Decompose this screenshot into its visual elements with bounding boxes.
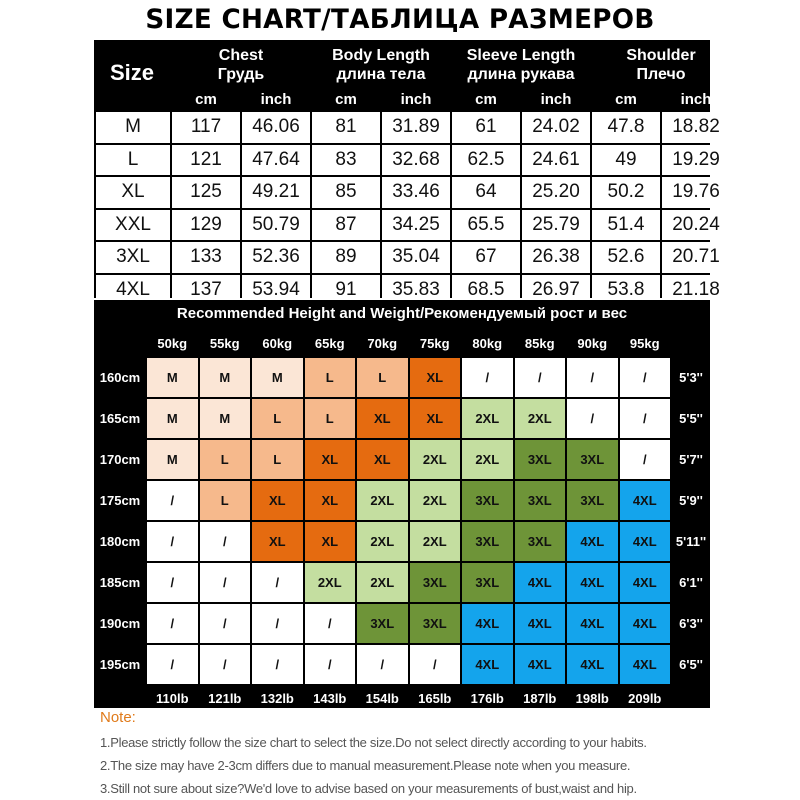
weight-lb-label: 198lb (575, 690, 609, 706)
weight-lb-label: 187lb (523, 690, 557, 706)
column-group-label-en: Shoulder (626, 47, 696, 64)
recommended-size-cell: 3XL (462, 563, 513, 602)
recommended-size-cell: / (252, 645, 303, 684)
measurement-cell: 31.89 (382, 112, 450, 143)
weight-lb-label: 143lb (313, 690, 347, 706)
measurement-cell: 89 (312, 242, 380, 273)
measurement-cell: 91 (312, 275, 380, 306)
height-ft-label: 5'3'' (679, 370, 703, 385)
recommended-size-cell: 4XL (515, 563, 566, 602)
recommended-size-cell: / (200, 522, 251, 561)
measurement-cell: 20.24 (662, 210, 730, 241)
measurement-cell: 67 (452, 242, 520, 273)
recommended-size-cell: / (620, 358, 671, 397)
recommended-size-cell: 3XL (515, 481, 566, 520)
recommended-size-cell: 3XL (410, 563, 461, 602)
recommended-size-cell: 2XL (462, 440, 513, 479)
measurement-cell: 125 (172, 177, 240, 208)
weight-kg-label: 55kg (209, 335, 240, 351)
height-cm-label: 180cm (99, 534, 141, 549)
height-cm-label: 185cm (99, 575, 141, 590)
recommended-size-cell: / (147, 481, 198, 520)
unit-header: inch (540, 90, 572, 108)
recommended-size-cell: 2XL (357, 563, 408, 602)
unit-header: inch (260, 90, 292, 108)
column-group-label-ru: длина тела (336, 66, 426, 83)
measurement-cell: 33.46 (382, 177, 450, 208)
recommended-size-cell: / (410, 645, 461, 684)
height-cm-label: 160cm (99, 370, 141, 385)
measurement-cell: 24.61 (522, 145, 590, 176)
column-group-header (172, 40, 310, 90)
recommended-size-cell: 2XL (515, 399, 566, 438)
recommended-size-cell: / (620, 440, 671, 479)
recommended-size-cell: / (567, 399, 618, 438)
weight-kg-label: 65kg (314, 335, 345, 351)
size-header: Size (109, 60, 155, 85)
recommended-size-cell: L (357, 358, 408, 397)
measurement-cell: 32.68 (382, 145, 450, 176)
column-group-header (312, 40, 450, 90)
measurement-cell: 34.25 (382, 210, 450, 241)
recommended-size-cell: 4XL (462, 645, 513, 684)
measurement-cell: 26.38 (522, 242, 590, 273)
recommended-size-cell: / (147, 522, 198, 561)
measurement-cell: 24.02 (522, 112, 590, 143)
column-group-label-en: Sleeve Length (466, 47, 576, 64)
note-line-3: 3.Still not sure about size?We'd love to advise based on your measurements of bust,waist and hip. (100, 781, 637, 796)
recommended-size-cell: M (200, 358, 251, 397)
height-ft-label: 5'9'' (679, 493, 703, 508)
measurement-cell: 133 (172, 242, 240, 273)
recommended-size-cell: / (147, 604, 198, 643)
recommended-size-cell: 2XL (410, 440, 461, 479)
measurement-cell: 52.36 (242, 242, 310, 273)
column-group-label-ru: длина рукава (467, 66, 575, 83)
weight-lb-label: 110lb (155, 690, 189, 706)
measurement-cell: 65.5 (452, 210, 520, 241)
size-name-cell: XL (96, 177, 170, 208)
measurement-cell: 62.5 (452, 145, 520, 176)
height-ft-label: 6'5'' (679, 657, 703, 672)
column-group-label-en: Body Length (332, 47, 430, 64)
recommended-size-cell: XL (305, 440, 356, 479)
recommended-size-cell: / (252, 563, 303, 602)
unit-header: cm (615, 90, 637, 108)
recommended-size-cell: XL (252, 481, 303, 520)
size-table (94, 40, 720, 300)
measurement-cell: 47.64 (242, 145, 310, 176)
recommended-size-cell: 2XL (410, 481, 461, 520)
weight-kg-label: 85kg (524, 335, 555, 351)
column-group-label-ru: Грудь (217, 66, 265, 83)
height-cm-label: 165cm (99, 411, 141, 426)
weight-kg-label: 70kg (367, 335, 398, 351)
size-name-cell: L (96, 145, 170, 176)
measurement-cell: 50.79 (242, 210, 310, 241)
measurement-cell: 121 (172, 145, 240, 176)
measurement-cell: 85 (312, 177, 380, 208)
measurement-cell: 137 (172, 275, 240, 306)
unit-header: cm (475, 90, 497, 108)
recommended-size-cell: 4XL (567, 604, 618, 643)
recommended-size-cell: / (305, 604, 356, 643)
column-group-header (452, 40, 590, 90)
recommended-size-cell: 4XL (567, 645, 618, 684)
height-ft-label: 6'3'' (679, 616, 703, 631)
recommended-size-cell: 2XL (305, 563, 356, 602)
measurement-cell: 19.29 (662, 145, 730, 176)
weight-lb-label: 165lb (418, 690, 452, 706)
weight-kg-label: 80kg (472, 335, 503, 351)
size-name-cell: 3XL (96, 242, 170, 273)
notes-heading: Note: (100, 709, 136, 726)
recommended-size-cell: XL (357, 399, 408, 438)
unit-header: cm (335, 90, 357, 108)
recommended-size-cell: / (462, 358, 513, 397)
measurement-cell: 53.8 (592, 275, 660, 306)
measurement-cell: 83 (312, 145, 380, 176)
recommended-size-cell: L (200, 440, 251, 479)
measurement-cell: 35.83 (382, 275, 450, 306)
recommended-size-cell: 4XL (567, 563, 618, 602)
recommended-size-cell: XL (305, 522, 356, 561)
measurement-cell: 19.76 (662, 177, 730, 208)
measurement-cell: 68.5 (452, 275, 520, 306)
measurement-cell: 35.04 (382, 242, 450, 273)
recommendation-table (94, 300, 710, 708)
recommended-size-cell: 4XL (567, 522, 618, 561)
measurement-cell: 50.2 (592, 177, 660, 208)
weight-lb-label: 154lb (365, 690, 399, 706)
recommended-size-cell: 4XL (620, 645, 671, 684)
recommended-size-cell: L (252, 399, 303, 438)
recommended-size-cell: XL (357, 440, 408, 479)
page-title: SIZE CHART/ТАБЛИЦА РАЗМЕРОВ (145, 4, 655, 35)
recommended-size-cell: / (567, 358, 618, 397)
measurement-cell: 18.82 (662, 112, 730, 143)
recommended-size-cell: M (200, 399, 251, 438)
recommended-size-cell: 4XL (515, 604, 566, 643)
recommended-size-cell: / (147, 563, 198, 602)
height-ft-label: 5'11'' (675, 534, 707, 549)
measurement-cell: 25.79 (522, 210, 590, 241)
height-cm-label: 175cm (99, 493, 141, 508)
recommended-size-cell: / (515, 358, 566, 397)
measurement-cell: 49 (592, 145, 660, 176)
recommended-size-cell: M (147, 358, 198, 397)
recommended-size-cell: 4XL (620, 522, 671, 561)
recommended-size-cell: XL (410, 358, 461, 397)
weight-lb-label: 132lb (260, 690, 294, 706)
weight-lb-label: 176lb (470, 690, 504, 706)
notes-section (100, 708, 790, 797)
size-name-cell: M (96, 112, 170, 143)
recommended-size-cell: M (252, 358, 303, 397)
height-ft-label: 5'5'' (679, 411, 703, 426)
weight-lb-label: 121lb (208, 690, 242, 706)
measurement-cell: 46.06 (242, 112, 310, 143)
recommended-size-cell: 3XL (462, 481, 513, 520)
unit-header: inch (680, 90, 712, 108)
measurement-cell: 49.21 (242, 177, 310, 208)
height-cm-label: 195cm (99, 657, 141, 672)
size-name-cell: 4XL (96, 275, 170, 306)
recommended-size-cell: 3XL (462, 522, 513, 561)
measurement-cell: 64 (452, 177, 520, 208)
recommended-size-cell: M (147, 399, 198, 438)
recommended-size-cell: / (305, 645, 356, 684)
weight-kg-label: 95kg (629, 335, 660, 351)
recommended-size-cell: 3XL (515, 440, 566, 479)
recommended-size-cell: L (305, 358, 356, 397)
recommended-size-cell: 3XL (515, 522, 566, 561)
measurement-cell: 21.18 (662, 275, 730, 306)
recommended-size-cell: 4XL (620, 604, 671, 643)
weight-lb-label: 209lb (628, 690, 662, 706)
recommended-size-cell: 4XL (462, 604, 513, 643)
measurement-cell: 20.71 (662, 242, 730, 273)
recommended-size-cell: 3XL (357, 604, 408, 643)
note-line-2: 2.The size may have 2-3cm differs due to manual measurement.Please note when you measure. (100, 758, 631, 773)
measurement-cell: 87 (312, 210, 380, 241)
weight-kg-label: 50kg (157, 335, 188, 351)
recommended-size-cell: L (200, 481, 251, 520)
measurement-cell: 52.6 (592, 242, 660, 273)
recommended-size-cell: / (200, 604, 251, 643)
recommended-size-cell: XL (252, 522, 303, 561)
recommended-size-cell: 4XL (620, 563, 671, 602)
recommended-size-cell: 2XL (357, 522, 408, 561)
height-ft-label: 6'1'' (679, 575, 703, 590)
measurement-cell: 117 (172, 112, 240, 143)
recommended-size-cell: / (200, 645, 251, 684)
measurement-cell: 25.20 (522, 177, 590, 208)
recommended-size-cell: L (252, 440, 303, 479)
height-cm-label: 170cm (99, 452, 141, 467)
recommended-size-cell: 2XL (410, 522, 461, 561)
column-group-header (592, 40, 730, 90)
measurement-cell: 53.94 (242, 275, 310, 306)
recommended-size-cell: XL (410, 399, 461, 438)
column-group-label-ru: Плечо (636, 66, 686, 83)
weight-kg-label: 60kg (262, 335, 293, 351)
unit-header: cm (195, 90, 217, 108)
height-cm-label: 190cm (99, 616, 141, 631)
size-name-cell: XXL (96, 210, 170, 241)
recommended-size-cell: 3XL (567, 440, 618, 479)
weight-kg-label: 90kg (577, 335, 608, 351)
recommended-size-cell: 4XL (515, 645, 566, 684)
measurement-cell: 26.97 (522, 275, 590, 306)
recommended-size-cell: 2XL (462, 399, 513, 438)
recommended-size-cell: M (147, 440, 198, 479)
measurement-cell: 81 (312, 112, 380, 143)
recommended-size-cell: / (357, 645, 408, 684)
unit-header: inch (400, 90, 432, 108)
measurement-cell: 129 (172, 210, 240, 241)
recommended-size-cell: / (147, 645, 198, 684)
recommended-size-cell: L (305, 399, 356, 438)
recommendation-title: Recommended Height and Weight/Рекомендуемый рост и вес (176, 305, 628, 322)
measurement-cell: 47.8 (592, 112, 660, 143)
recommended-size-cell: 2XL (357, 481, 408, 520)
column-group-label-en: Chest (218, 47, 264, 64)
weight-kg-label: 75kg (419, 335, 450, 351)
recommended-size-cell: XL (305, 481, 356, 520)
recommended-size-cell: / (200, 563, 251, 602)
recommended-size-cell: / (620, 399, 671, 438)
measurement-cell: 51.4 (592, 210, 660, 241)
note-line-1: 1.Please strictly follow the size chart to select the size.Do not select directly according to your habits. (100, 735, 647, 750)
recommended-size-cell: 3XL (567, 481, 618, 520)
recommended-size-cell: / (252, 604, 303, 643)
measurement-cell: 61 (452, 112, 520, 143)
height-ft-label: 5'7'' (679, 452, 703, 467)
recommended-size-cell: 4XL (620, 481, 671, 520)
recommended-size-cell: 3XL (410, 604, 461, 643)
